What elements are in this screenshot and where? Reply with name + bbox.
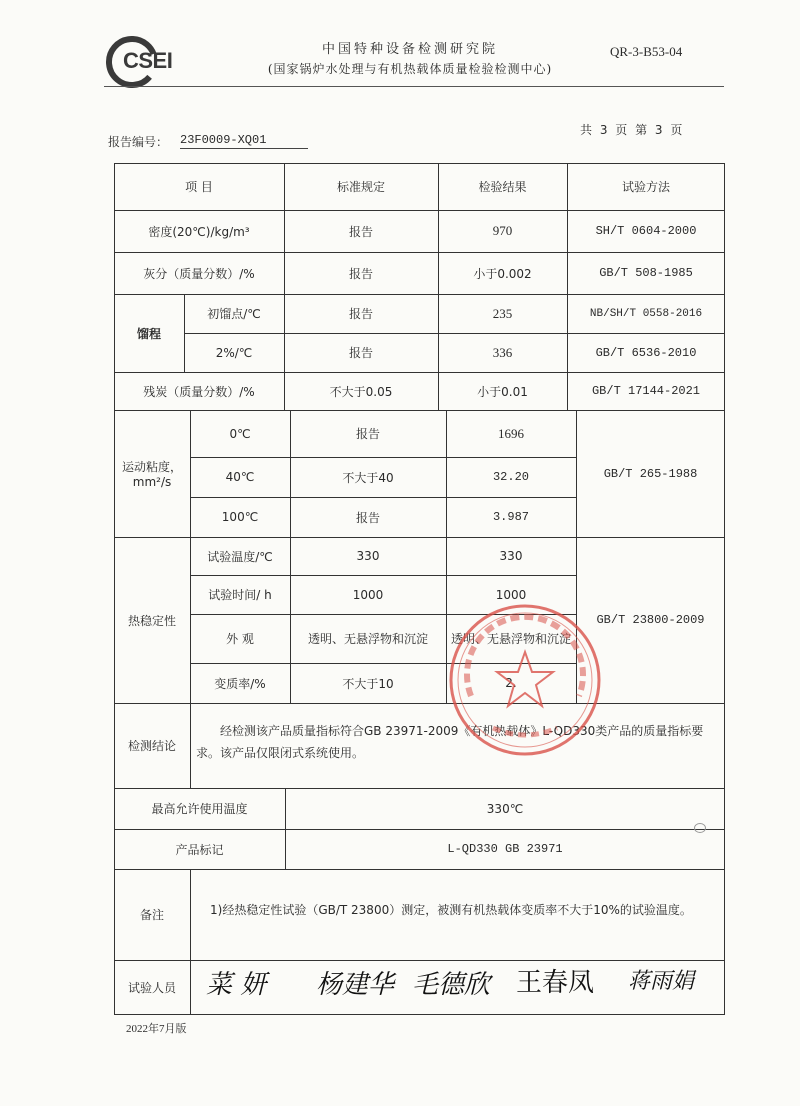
viscosity-100c-item: 100℃ [221, 510, 259, 524]
edition-note: 2022年7月版 [126, 1023, 187, 1035]
viscosity-group-label: 运动粘度， [121, 460, 182, 474]
table-rule [190, 703, 191, 788]
viscosity-100c-result: 3.987 [492, 510, 529, 524]
viscosity-40c-result: 32.20 [492, 470, 529, 484]
distillation-ibp-item: 初馏点/℃ [207, 307, 261, 321]
distillation-group: 馏程 [136, 326, 161, 341]
ash-method: GB/T 508-1985 [599, 266, 693, 280]
viscosity-0c-standard: 报告 [355, 427, 380, 441]
thermal-deterioration-standard: 不大于10 [342, 676, 394, 691]
thermal-temp-item: 试验温度/℃ [207, 549, 273, 564]
distillation-2pct-standard: 报告 [348, 346, 373, 360]
product-mark-label: 产品标记 [175, 842, 224, 857]
page-indicator: 共 3 页 第 3 页 [580, 123, 685, 137]
institute-subtitle: (国家锅炉水处理与有机热载体质量检验检测中心) [267, 62, 553, 76]
document-code: QR-3-B53-04 [610, 44, 683, 59]
density-item: 密度(20℃)/kg/m³ [148, 224, 250, 239]
carbon-result: 小于0.01 [477, 384, 528, 399]
official-seal-icon [445, 600, 605, 760]
thermal-appearance-standard: 透明、无悬浮物和沉淀 [307, 632, 428, 646]
product-mark-value: L-QD330 GB 23971 [447, 842, 563, 856]
signature-2: 杨建华 [316, 970, 395, 1000]
scan-mark [694, 823, 706, 833]
distillation-2pct-method: GB/T 6536-2010 [595, 345, 697, 360]
header-standard: 标准规定 [336, 180, 385, 194]
remarks-label: 备注 [139, 908, 164, 922]
report-number: 23F0009-XQ01 [180, 133, 308, 149]
thermal-appearance-result: 透明、无悬浮物和沉淀 [450, 631, 571, 646]
logo-text: CSEI [123, 48, 173, 73]
table-rule [190, 869, 191, 1015]
viscosity-100c-standard: 报告 [355, 510, 380, 525]
testers-label: 试验人员 [127, 981, 176, 995]
conclusion-label: 检测结论 [127, 739, 176, 753]
distillation-ibp-method: NB/SH/T 0558-2016 [589, 307, 703, 320]
viscosity-unit: mm²/s [132, 475, 172, 489]
thermal-deterioration-result: 2. [505, 676, 517, 690]
ash-result: 小于0.002 [473, 266, 532, 281]
ash-item: 灰分（质量分数）/% [143, 266, 255, 281]
thermal-appearance-item: 外 观 [226, 632, 254, 646]
viscosity-40c-standard: 不大于40 [342, 470, 394, 485]
density-result: 970 [492, 223, 513, 238]
viscosity-0c-item: 0℃ [229, 426, 251, 441]
signature-4: 王春凤 [516, 968, 595, 998]
thermal-deterioration-item: 变质率/% [214, 676, 266, 691]
signature-1: 菜 妍 [206, 970, 267, 1000]
institute-title: 中国特种设备检测研究院 [321, 42, 498, 57]
report-number-label: 报告编号： [108, 135, 169, 149]
table-rule [114, 869, 725, 870]
header-method: 试验方法 [621, 180, 670, 194]
conclusion-text: 经检测该产品质量指标符合GB 23971-2009《有机热载体》L-QD330类产品的质量指标要求。该产品仅限闭式系统使用。 [196, 724, 704, 760]
header-result: 检验结果 [478, 180, 527, 194]
viscosity-method: GB/T 265-1988 [603, 466, 698, 481]
distillation-2pct-item: 2%/℃ [215, 345, 253, 360]
thermal-method: GB/T 23800-2009 [596, 613, 705, 627]
max-temp-value: 330℃ [486, 801, 524, 816]
density-method: SH/T 0604-2000 [595, 224, 697, 238]
header-item: 项 目 [185, 180, 213, 194]
thermal-temp-result: 330 [499, 549, 523, 563]
thermal-temp-standard: 330 [356, 549, 380, 563]
remarks-text: 1)经热稳定性试验（GB/T 23800）测定，被测有机热载体变质率不大于10%的试验温度。 [210, 903, 692, 917]
carbon-standard: 不大于0.05 [329, 384, 393, 399]
distillation-2pct-result: 336 [492, 344, 513, 360]
table-rule [114, 960, 725, 961]
density-standard: 报告 [348, 224, 373, 239]
ash-standard: 报告 [348, 266, 373, 281]
max-temp-label: 最高允许使用温度 [151, 802, 248, 816]
thermal-time-item: 试验时间/ h [208, 588, 272, 602]
header-divider [104, 86, 724, 87]
thermal-time-result: 1000 [495, 587, 527, 602]
carbon-item: 残炭（质量分数）/% [143, 384, 255, 399]
viscosity-group [114, 410, 190, 537]
distillation-ibp-standard: 报告 [348, 307, 373, 321]
viscosity-0c-result: 1696 [498, 425, 524, 441]
thermal-group: 热稳定性 [127, 613, 176, 628]
table-rule [114, 703, 725, 704]
viscosity-40c-item: 40℃ [225, 470, 255, 484]
carbon-method: GB/T 17144-2021 [591, 384, 701, 398]
distillation-ibp-result: 235 [492, 305, 513, 321]
thermal-time-standard: 1000 [352, 587, 384, 602]
signature-5: 蒋雨娟 [628, 969, 695, 994]
signature-3: 毛德欣 [412, 970, 491, 1000]
